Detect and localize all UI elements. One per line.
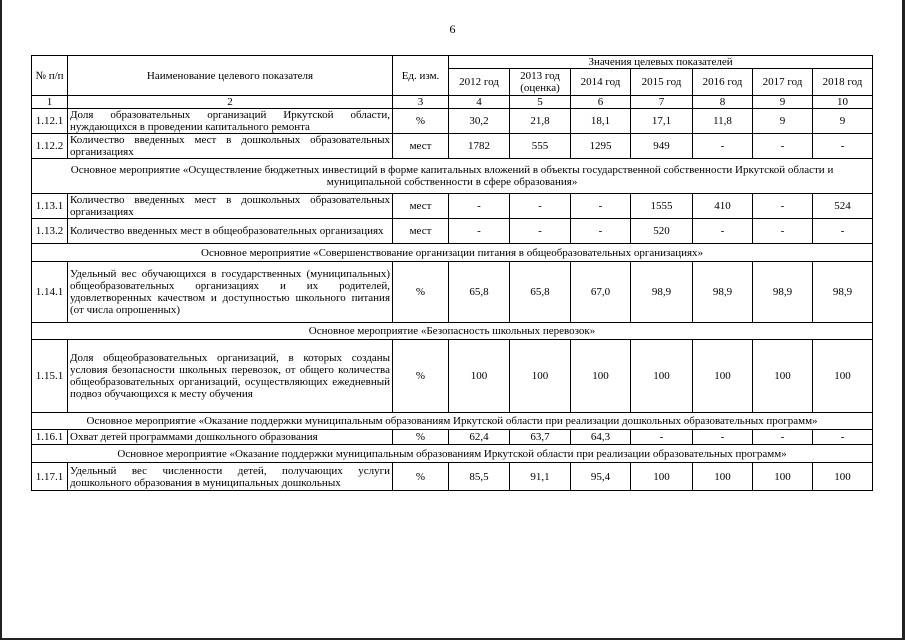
column-number: 5 [510, 96, 571, 109]
value-cell: 65,8 [449, 262, 510, 323]
value-cell: 63,7 [510, 430, 571, 445]
indicator-name: Доля образовательных организаций Иркутской области, нуждающихся в проведении капитального ремонта [68, 109, 393, 134]
value-cell: - [510, 219, 571, 244]
section-title: Основное мероприятие «Безопасность школьных перевозок» [32, 323, 873, 340]
value-cell: 100 [693, 340, 753, 413]
value-cell: 18,1 [571, 109, 631, 134]
row-number: 1.13.2 [32, 219, 68, 244]
value-cell: 100 [813, 340, 873, 413]
value-cell: 67,0 [571, 262, 631, 323]
value-cell: 410 [693, 194, 753, 219]
column-number: 10 [813, 96, 873, 109]
value-cell: 21,8 [510, 109, 571, 134]
value-cell: 9 [813, 109, 873, 134]
table-row [32, 463, 873, 491]
column-number: 1 [32, 96, 68, 109]
header-year: 2015 год [631, 69, 693, 96]
row-number: 1.12.2 [32, 134, 68, 159]
value-cell: - [571, 219, 631, 244]
section-row [32, 445, 873, 463]
value-cell: 555 [510, 134, 571, 159]
value-cell: 30,2 [449, 109, 510, 134]
section-row [32, 413, 873, 430]
value-cell: 100 [753, 463, 813, 491]
column-number: 7 [631, 96, 693, 109]
value-cell: - [449, 219, 510, 244]
section-row [32, 159, 873, 194]
section-row [32, 323, 873, 340]
value-cell: 100 [753, 340, 813, 413]
column-number: 4 [449, 96, 510, 109]
column-number: 8 [693, 96, 753, 109]
value-cell: - [753, 219, 813, 244]
value-cell: 100 [693, 463, 753, 491]
row-number: 1.15.1 [32, 340, 68, 413]
value-cell: 85,5 [449, 463, 510, 491]
page-number: 6 [449, 22, 456, 36]
value-cell: - [693, 430, 753, 445]
indicator-name: Удельный вес численности детей, получающих услуги дошкольного образования в муниципальных дошкольных [68, 463, 393, 491]
value-cell: 11,8 [693, 109, 753, 134]
table-row [32, 430, 873, 445]
value-cell: 524 [813, 194, 873, 219]
table-row [32, 262, 873, 323]
section-title: Основное мероприятие «Оказание поддержки муниципальным образованиям Иркутской области при реализации дошкольных образовательных программ» [32, 413, 873, 430]
unit-cell: % [393, 430, 449, 445]
value-cell: - [631, 430, 693, 445]
value-cell: 98,9 [813, 262, 873, 323]
header-year: 2017 год [753, 69, 813, 96]
column-number: 3 [393, 96, 449, 109]
header-number: № п/п [32, 56, 68, 96]
value-cell: 17,1 [631, 109, 693, 134]
row-number: 1.12.1 [32, 109, 68, 134]
value-cell: - [753, 430, 813, 445]
value-cell: 98,9 [753, 262, 813, 323]
value-cell: - [813, 430, 873, 445]
section-title: Основное мероприятие «Осуществление бюджетных инвестиций в форме капитальных вложений в объекты государственной собственности Иркутской области и муниципальной собственности в сфере образования» [32, 159, 873, 194]
section-title: Основное мероприятие «Совершенствование организации питания в общеобразовательных организациях» [32, 244, 873, 262]
indicator-name: Доля общеобразовательных организаций, в которых созданы условия безопасности школьных перевозок, от общего количества общеобразовательных организаций, осуществляющих ежедневный подвоз обучающихся к месту обучения [68, 340, 393, 413]
indicator-name: Охват детей программами дошкольного образования [68, 430, 393, 445]
value-cell: 100 [571, 340, 631, 413]
value-cell: - [813, 134, 873, 159]
column-number: 9 [753, 96, 813, 109]
value-cell: 95,4 [571, 463, 631, 491]
value-cell: - [510, 194, 571, 219]
value-cell: - [449, 194, 510, 219]
indicators-table [31, 55, 873, 491]
indicator-name: Количество введенных мест в дошкольных образовательных организациях [68, 194, 393, 219]
value-cell: 1555 [631, 194, 693, 219]
unit-cell: мест [393, 134, 449, 159]
unit-cell: мест [393, 219, 449, 244]
value-cell: 65,8 [510, 262, 571, 323]
value-cell: 100 [631, 463, 693, 491]
table-row [32, 194, 873, 219]
table-row [32, 109, 873, 134]
page-edge-left [0, 0, 2, 640]
value-cell: 98,9 [631, 262, 693, 323]
header-year: 2018 год [813, 69, 873, 96]
section-title: Основное мероприятие «Оказание поддержки муниципальным образованиям Иркутской области при реализации образовательных программ» [32, 445, 873, 463]
value-cell: 100 [449, 340, 510, 413]
value-cell: 520 [631, 219, 693, 244]
header-indicator-name: Наименование целевого показателя [68, 56, 393, 96]
header-year: 2016 год [693, 69, 753, 96]
value-cell: 100 [631, 340, 693, 413]
value-cell: 91,1 [510, 463, 571, 491]
value-cell: 64,3 [571, 430, 631, 445]
unit-cell: % [393, 463, 449, 491]
header-year: 2012 год [449, 69, 510, 96]
indicator-name: Количество введенных мест в дошкольных образовательных организациях [68, 134, 393, 159]
value-cell: - [753, 194, 813, 219]
unit-cell: % [393, 340, 449, 413]
value-cell: 100 [510, 340, 571, 413]
section-row [32, 244, 873, 262]
value-cell: 1295 [571, 134, 631, 159]
value-cell: 9 [753, 109, 813, 134]
value-cell: - [571, 194, 631, 219]
row-number: 1.13.1 [32, 194, 68, 219]
value-cell: 949 [631, 134, 693, 159]
header-year: 2014 год [571, 69, 631, 96]
row-number: 1.17.1 [32, 463, 68, 491]
column-number: 2 [68, 96, 393, 109]
table-row [32, 340, 873, 413]
value-cell: 62,4 [449, 430, 510, 445]
indicator-name: Удельный вес обучающихся в государственных (муниципальных) общеобразовательных организациях и их родителей, удовлетворенных качеством и доступностью школьного питания (от числа опрошенных) [68, 262, 393, 323]
row-number: 1.16.1 [32, 430, 68, 445]
value-cell: 1782 [449, 134, 510, 159]
value-cell: - [693, 219, 753, 244]
row-number: 1.14.1 [32, 262, 68, 323]
header-values-group: Значения целевых показателей [449, 56, 873, 69]
unit-cell: мест [393, 194, 449, 219]
value-cell: 98,9 [693, 262, 753, 323]
value-cell: - [753, 134, 813, 159]
header-unit: Ед. изм. [393, 56, 449, 96]
header-year: 2013 год (оценка) [510, 69, 571, 96]
unit-cell: % [393, 109, 449, 134]
indicator-name: Количество введенных мест в общеобразовательных организациях [68, 219, 393, 244]
table-row [32, 134, 873, 159]
unit-cell: % [393, 262, 449, 323]
column-number: 6 [571, 96, 631, 109]
value-cell: - [693, 134, 753, 159]
value-cell: 100 [813, 463, 873, 491]
value-cell: - [813, 219, 873, 244]
table-row [32, 219, 873, 244]
